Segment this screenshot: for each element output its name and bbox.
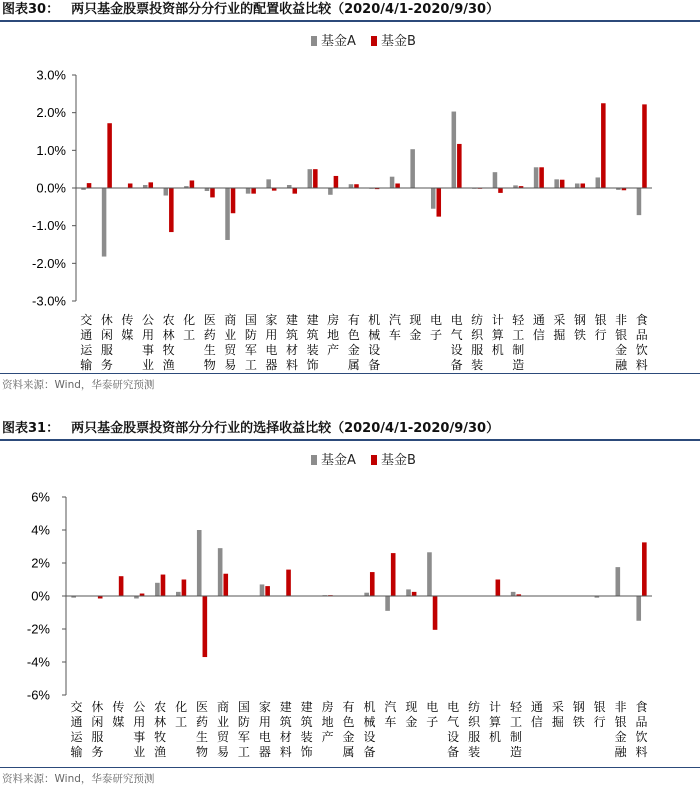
category-label: 传媒 <box>112 700 125 729</box>
category-label: 交通运输 <box>80 313 93 372</box>
bar <box>642 104 647 188</box>
y-tick-label: -2% <box>26 621 50 637</box>
series-fund-b <box>98 542 647 657</box>
legend-swatch <box>311 455 317 465</box>
bar <box>313 169 318 188</box>
y-tick-label: 2% <box>31 555 50 571</box>
bar <box>218 548 223 596</box>
series-fund-b <box>87 103 647 232</box>
category-label: 通信 <box>532 313 545 342</box>
category-label: 房地产 <box>327 313 340 357</box>
chart-legend <box>311 452 416 468</box>
category-label: 有色金属 <box>342 700 355 759</box>
legend-label: 基金A <box>321 34 356 49</box>
category-labels <box>70 699 647 759</box>
category-label: 交通运输 <box>70 700 83 759</box>
bar <box>560 180 565 188</box>
bar <box>370 572 375 596</box>
series-fund-a <box>71 530 641 621</box>
bar <box>349 184 354 188</box>
bar <box>457 144 462 188</box>
bar <box>637 188 642 215</box>
y-tick-label: -1.0% <box>32 218 66 234</box>
category-label: 银行 <box>594 313 607 342</box>
bar <box>102 188 107 257</box>
bar <box>412 592 417 596</box>
bar <box>286 570 291 596</box>
bar <box>390 177 395 188</box>
category-label: 国防军工 <box>244 313 257 372</box>
category-label: 钢铁 <box>572 700 585 729</box>
category-label: 食品饮料 <box>635 700 648 759</box>
category-label: 轻工制造 <box>512 313 525 372</box>
category-label: 医药生物 <box>203 313 216 372</box>
y-tick-label: 3.0% <box>36 67 66 83</box>
bar <box>128 183 133 188</box>
figure-label: 图表30： <box>2 2 60 17</box>
category-label: 商业贸易 <box>224 313 237 372</box>
bar <box>266 179 271 188</box>
bar <box>87 183 92 188</box>
category-label: 家用电器 <box>265 313 278 372</box>
bar <box>385 596 390 611</box>
bar <box>155 583 160 596</box>
bar <box>164 188 169 196</box>
bar <box>251 188 256 194</box>
category-label: 电气设备 <box>447 700 460 759</box>
bar <box>260 584 265 596</box>
legend-label: 基金A <box>321 453 356 468</box>
category-label: 汽车 <box>388 313 401 342</box>
category-label: 轻工制造 <box>509 700 522 759</box>
category-label: 医药生物 <box>196 700 209 759</box>
bar <box>493 172 498 188</box>
category-label: 纺织服装 <box>471 313 484 372</box>
bar <box>575 183 580 188</box>
bar <box>511 592 516 596</box>
bar <box>601 103 606 188</box>
bar <box>354 184 359 188</box>
figure-source: 资料来源：Wind，华泰研究预测 <box>2 773 155 785</box>
category-label: 计算机 <box>491 313 504 357</box>
bar <box>190 180 195 188</box>
bar <box>169 188 174 232</box>
bar <box>308 169 313 188</box>
category-label: 钢铁 <box>573 313 587 342</box>
category-label: 采掘 <box>551 700 564 729</box>
series-fund-a <box>81 112 641 257</box>
category-label: 机械设备 <box>363 700 376 759</box>
bar <box>328 188 333 195</box>
chart-legend <box>311 33 416 49</box>
category-label: 有色金属 <box>347 313 360 372</box>
category-labels <box>80 312 647 372</box>
bar <box>437 188 442 217</box>
bar <box>225 188 230 240</box>
category-label: 建筑装饰 <box>300 700 313 759</box>
category-label: 建筑材料 <box>279 700 292 759</box>
bar <box>210 188 215 197</box>
category-label: 商业贸易 <box>216 700 229 759</box>
bar <box>231 188 236 213</box>
legend-label: 基金B <box>381 34 416 49</box>
category-label: 农林牧渔 <box>162 313 175 372</box>
category-label: 通信 <box>530 700 543 729</box>
bar <box>293 188 298 194</box>
bar <box>581 183 586 188</box>
category-label: 建筑装饰 <box>306 313 319 372</box>
bar <box>596 177 601 188</box>
category-label: 汽车 <box>384 700 397 729</box>
y-tick-label: -4% <box>26 654 50 670</box>
figure-bottom-rule <box>0 767 700 768</box>
bar <box>642 542 647 596</box>
figure-label: 图表31： <box>2 421 60 436</box>
y-tick-label: 2.0% <box>36 105 66 121</box>
legend-swatch <box>371 36 377 46</box>
bar <box>534 167 539 188</box>
y-tick-label: -6% <box>26 687 50 703</box>
selection-return-chart <box>0 419 700 790</box>
category-label: 机械设备 <box>368 313 381 372</box>
category-label: 化工 <box>183 313 196 342</box>
category-label: 现金 <box>405 700 418 729</box>
bar <box>410 149 415 188</box>
bar <box>406 589 411 596</box>
category-label: 农林牧渔 <box>154 700 167 759</box>
bar <box>395 183 400 188</box>
category-label: 银行 <box>593 700 606 729</box>
figure-31 <box>0 419 700 790</box>
category-label: 食品饮料 <box>635 313 648 372</box>
category-label: 采掘 <box>553 313 566 342</box>
bar <box>265 586 270 596</box>
bar <box>334 176 339 188</box>
y-tick-label: 6% <box>31 489 50 505</box>
bar <box>197 530 202 596</box>
category-label: 房地产 <box>321 700 334 744</box>
figure-bottom-rule <box>0 373 700 374</box>
y-tick-label: 0.0% <box>36 180 66 196</box>
category-label: 非银金融 <box>615 313 628 372</box>
category-label: 现金 <box>409 313 422 342</box>
category-label: 建筑材料 <box>285 313 299 372</box>
legend-label: 基金B <box>381 453 416 468</box>
bar <box>149 182 154 188</box>
bar <box>496 580 501 597</box>
bar <box>498 188 503 193</box>
category-label: 非银金融 <box>614 700 627 759</box>
bar <box>182 580 187 597</box>
category-label: 家用电器 <box>258 700 271 759</box>
category-label: 纺织服装 <box>468 700 481 759</box>
bar <box>176 592 181 596</box>
bar <box>554 179 559 188</box>
figure-caption: 两只基金股票投资部分分行业的选择收益比较（2020/4/1-2020/9/30） <box>71 421 500 436</box>
category-label: 国防军工 <box>237 700 250 759</box>
figure-caption: 两只基金股票投资部分分行业的配置收益比较（2020/4/1-2020/9/30） <box>71 2 500 17</box>
category-label: 传媒 <box>121 313 134 342</box>
y-tick-label: -2.0% <box>32 255 66 271</box>
bar <box>539 167 544 188</box>
figure-source: 资料来源：Wind，华泰研究预测 <box>2 379 155 391</box>
bar <box>107 123 112 188</box>
legend-swatch <box>311 36 317 46</box>
category-label: 化工 <box>175 700 188 729</box>
category-label: 电子 <box>426 700 439 729</box>
category-label: 电子 <box>429 313 443 342</box>
bar <box>427 552 432 596</box>
bar <box>119 576 124 596</box>
category-label: 电气设备 <box>450 313 463 372</box>
category-label: 休闲服务 <box>100 313 113 372</box>
bar <box>431 188 436 209</box>
bar <box>203 596 208 657</box>
bar <box>636 596 641 621</box>
bar <box>391 553 396 596</box>
bar <box>246 188 251 194</box>
bar <box>433 596 438 630</box>
category-label: 计算机 <box>489 700 502 744</box>
bar <box>223 574 228 596</box>
y-tick-label: 1.0% <box>36 142 66 158</box>
category-label: 休闲服务 <box>91 700 104 759</box>
category-label: 公用事业 <box>133 700 146 759</box>
bar <box>161 575 166 596</box>
bar <box>616 567 621 596</box>
legend-swatch <box>371 455 377 465</box>
bar <box>452 112 457 188</box>
y-tick-label: 0% <box>31 588 50 604</box>
category-label: 公用事业 <box>141 313 155 372</box>
y-tick-label: -3.0% <box>32 293 66 309</box>
y-tick-label: 4% <box>31 522 50 538</box>
